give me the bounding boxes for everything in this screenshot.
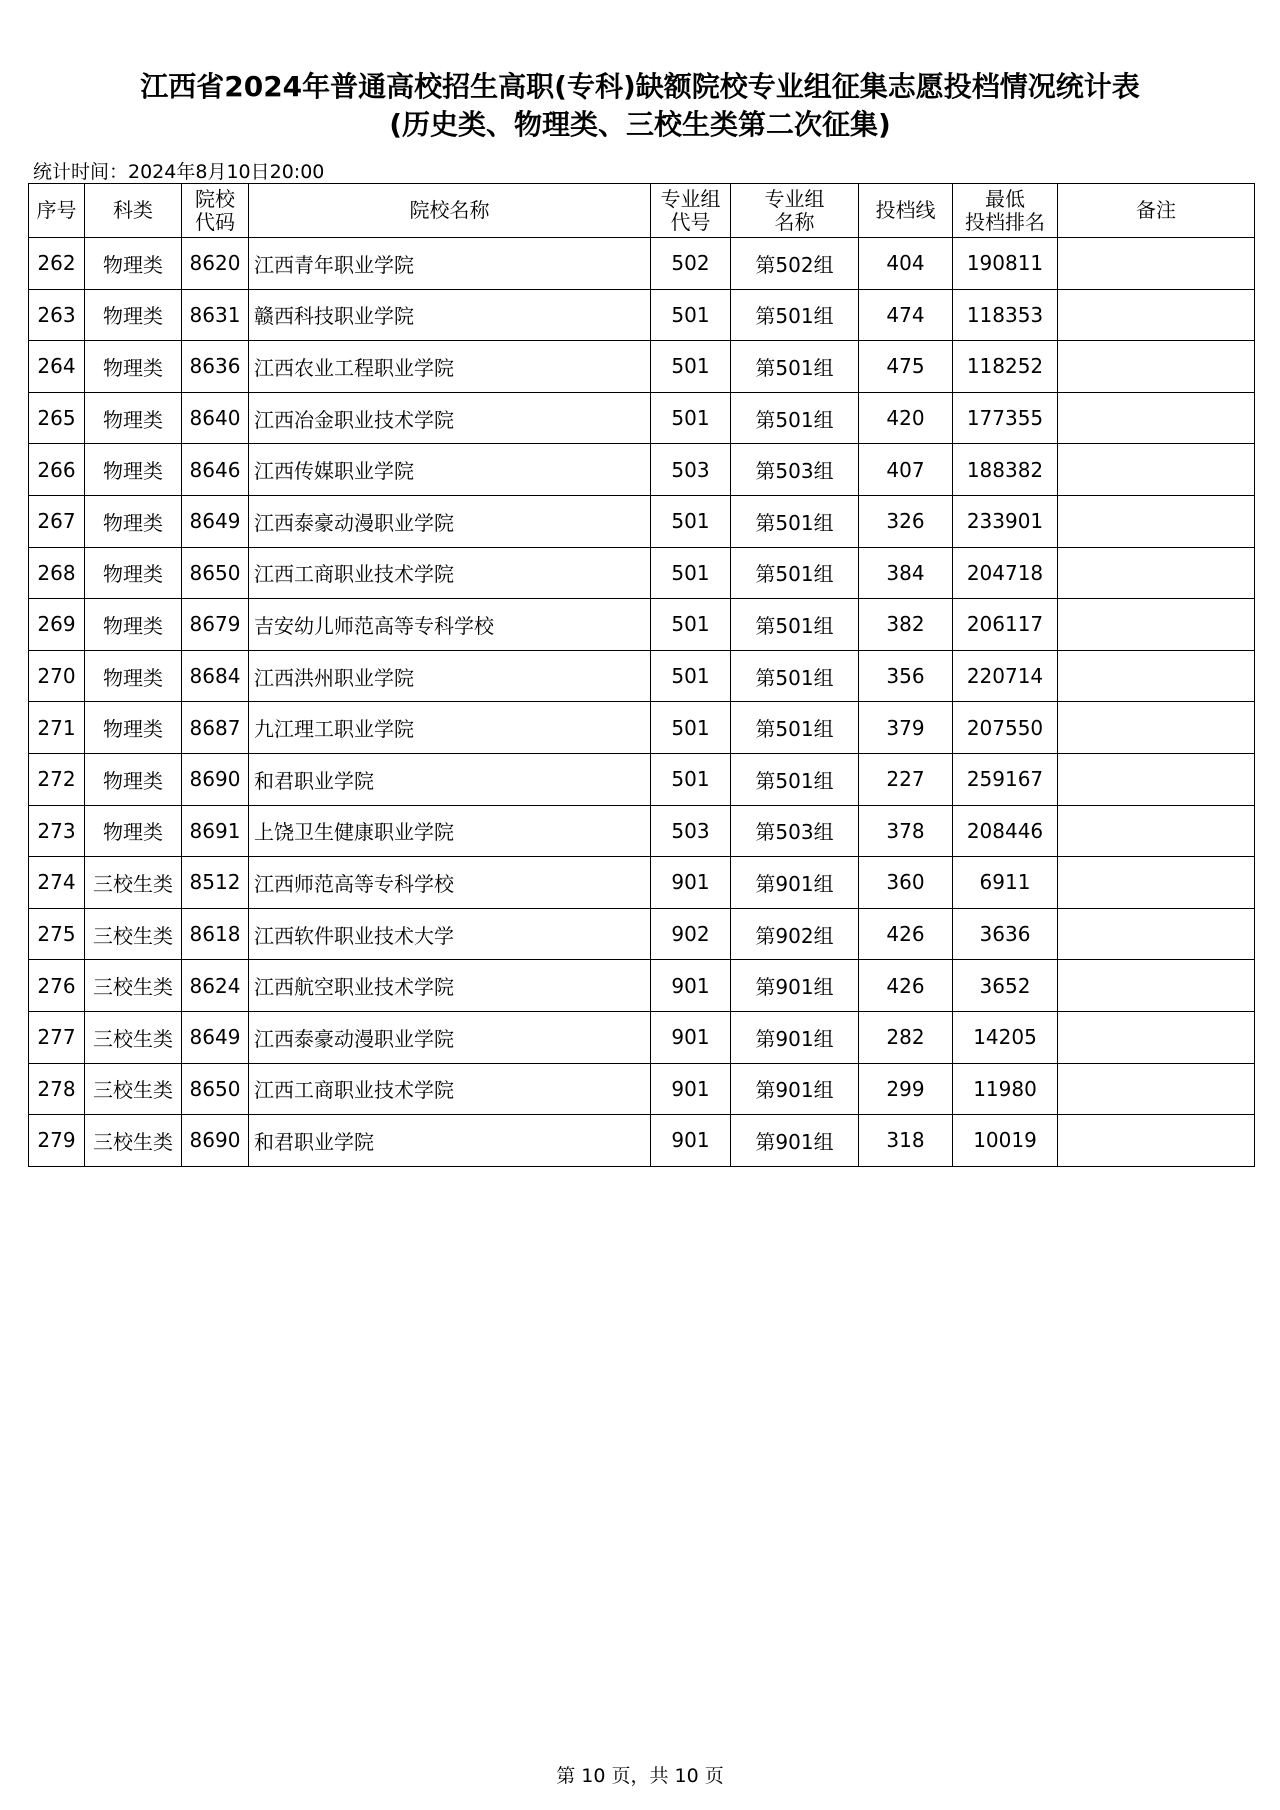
cell-score-line: 426: [859, 960, 953, 1012]
cell-seq: 262: [29, 238, 85, 290]
cell-school-code: 8512: [182, 857, 249, 909]
cell-remark: [1058, 753, 1255, 805]
cell-seq: 275: [29, 908, 85, 960]
table-row: [29, 753, 1255, 805]
cell-category: 物理类: [85, 599, 182, 651]
cell-group-code: 501: [651, 547, 731, 599]
header-school-code: 院校 代码: [182, 184, 249, 238]
cell-remark: [1058, 341, 1255, 393]
cell-category: 物理类: [85, 753, 182, 805]
cell-seq: 266: [29, 444, 85, 496]
cell-school-name: 江西传媒职业学院: [249, 444, 651, 496]
cell-group-name: 第501组: [731, 495, 859, 547]
cell-group-code: 501: [651, 392, 731, 444]
cell-score-line: 227: [859, 753, 953, 805]
cell-group-name: 第502组: [731, 238, 859, 290]
cell-seq: 268: [29, 547, 85, 599]
cell-school-code: 8631: [182, 289, 249, 341]
document-subtitle: (历史类、物理类、三校生类第二次征集): [389, 108, 891, 141]
table-row: [29, 650, 1255, 702]
cell-school-code: 8650: [182, 1063, 249, 1115]
cell-score-line: 299: [859, 1063, 953, 1115]
cell-group-code: 901: [651, 857, 731, 909]
cell-category: 三校生类: [85, 1115, 182, 1167]
cell-group-name: 第902组: [731, 908, 859, 960]
cell-school-code: 8691: [182, 805, 249, 857]
cell-category: 物理类: [85, 702, 182, 754]
cell-min-rank: 14205: [953, 1011, 1058, 1063]
table-row: [29, 392, 1255, 444]
cell-school-name: 和君职业学院: [249, 753, 651, 805]
cell-category: 三校生类: [85, 1011, 182, 1063]
cell-seq: 270: [29, 650, 85, 702]
cell-school-code: 8624: [182, 960, 249, 1012]
cell-group-code: 503: [651, 444, 731, 496]
table-row: [29, 289, 1255, 341]
cell-school-name: 吉安幼儿师范高等专科学校: [249, 599, 651, 651]
cell-category: 三校生类: [85, 960, 182, 1012]
cell-seq: 277: [29, 1011, 85, 1063]
cell-group-name: 第901组: [731, 1011, 859, 1063]
cell-score-line: 407: [859, 444, 953, 496]
cell-score-line: 382: [859, 599, 953, 651]
cell-school-name: 江西农业工程职业学院: [249, 341, 651, 393]
cell-school-code: 8679: [182, 599, 249, 651]
cell-group-code: 901: [651, 960, 731, 1012]
cell-school-code: 8687: [182, 702, 249, 754]
table-row: [29, 238, 1255, 290]
cell-group-name: 第501组: [731, 599, 859, 651]
cell-group-code: 901: [651, 1011, 731, 1063]
cell-remark: [1058, 238, 1255, 290]
cell-group-name: 第501组: [731, 547, 859, 599]
cell-score-line: 379: [859, 702, 953, 754]
cell-category: 物理类: [85, 495, 182, 547]
cell-min-rank: 118353: [953, 289, 1058, 341]
cell-seq: 267: [29, 495, 85, 547]
cell-group-code: 501: [651, 650, 731, 702]
cell-school-name: 江西青年职业学院: [249, 238, 651, 290]
cell-group-name: 第901组: [731, 857, 859, 909]
cell-seq: 276: [29, 960, 85, 1012]
cell-seq: 263: [29, 289, 85, 341]
cell-remark: [1058, 289, 1255, 341]
cell-score-line: 426: [859, 908, 953, 960]
cell-group-name: 第501组: [731, 753, 859, 805]
statistics-time: 统计时间：2024年8月10日20:00: [33, 161, 325, 183]
table-row: [29, 547, 1255, 599]
cell-group-code: 501: [651, 599, 731, 651]
admission-table: [28, 183, 1255, 1167]
cell-seq: 264: [29, 341, 85, 393]
cell-remark: [1058, 1011, 1255, 1063]
cell-category: 物理类: [85, 341, 182, 393]
cell-category: 三校生类: [85, 857, 182, 909]
cell-school-name: 赣西科技职业学院: [249, 289, 651, 341]
cell-group-code: 902: [651, 908, 731, 960]
table-row: [29, 908, 1255, 960]
cell-group-code: 501: [651, 289, 731, 341]
cell-remark: [1058, 960, 1255, 1012]
cell-school-name: 江西工商职业技术学院: [249, 547, 651, 599]
cell-min-rank: 259167: [953, 753, 1058, 805]
cell-group-name: 第901组: [731, 960, 859, 1012]
cell-school-code: 8618: [182, 908, 249, 960]
cell-school-name: 江西泰豪动漫职业学院: [249, 1011, 651, 1063]
cell-school-name: 上饶卫生健康职业学院: [249, 805, 651, 857]
cell-score-line: 326: [859, 495, 953, 547]
table-row: [29, 1115, 1255, 1167]
cell-min-rank: 177355: [953, 392, 1058, 444]
cell-min-rank: 204718: [953, 547, 1058, 599]
table-row: [29, 1063, 1255, 1115]
cell-score-line: 356: [859, 650, 953, 702]
cell-category: 物理类: [85, 392, 182, 444]
table-row: [29, 857, 1255, 909]
cell-group-code: 901: [651, 1063, 731, 1115]
header-group-name: 专业组 名称: [731, 184, 859, 238]
table-row: [29, 702, 1255, 754]
table-row: [29, 960, 1255, 1012]
cell-remark: [1058, 908, 1255, 960]
cell-school-name: 和君职业学院: [249, 1115, 651, 1167]
cell-score-line: 404: [859, 238, 953, 290]
table-header-row: [29, 184, 1255, 238]
cell-school-code: 8646: [182, 444, 249, 496]
table-row: [29, 444, 1255, 496]
cell-school-code: 8649: [182, 1011, 249, 1063]
cell-category: 物理类: [85, 444, 182, 496]
table-row: [29, 599, 1255, 651]
cell-remark: [1058, 599, 1255, 651]
cell-school-name: 江西航空职业技术学院: [249, 960, 651, 1012]
cell-school-code: 8636: [182, 341, 249, 393]
cell-min-rank: 3652: [953, 960, 1058, 1012]
cell-remark: [1058, 805, 1255, 857]
header-score-line: 投档线: [859, 184, 953, 238]
cell-school-code: 8684: [182, 650, 249, 702]
cell-score-line: 384: [859, 547, 953, 599]
cell-group-name: 第501组: [731, 341, 859, 393]
cell-group-name: 第503组: [731, 444, 859, 496]
table-row: [29, 1011, 1255, 1063]
cell-score-line: 378: [859, 805, 953, 857]
cell-remark: [1058, 392, 1255, 444]
cell-score-line: 475: [859, 341, 953, 393]
cell-group-name: 第501组: [731, 702, 859, 754]
cell-seq: 273: [29, 805, 85, 857]
header-seq: 序号: [29, 184, 85, 238]
cell-remark: [1058, 702, 1255, 754]
cell-seq: 274: [29, 857, 85, 909]
cell-score-line: 420: [859, 392, 953, 444]
cell-category: 三校生类: [85, 908, 182, 960]
cell-group-code: 501: [651, 341, 731, 393]
cell-group-code: 501: [651, 702, 731, 754]
cell-remark: [1058, 444, 1255, 496]
cell-school-name: 江西师范高等专科学校: [249, 857, 651, 909]
document-title: 江西省2024年普通高校招生高职(专科)缺额院校专业组征集志愿投档情况统计表: [140, 70, 1140, 103]
cell-remark: [1058, 547, 1255, 599]
cell-school-name: 九江理工职业学院: [249, 702, 651, 754]
cell-min-rank: 118252: [953, 341, 1058, 393]
cell-min-rank: 190811: [953, 238, 1058, 290]
header-category: 科类: [85, 184, 182, 238]
table-row: [29, 341, 1255, 393]
table-row: [29, 495, 1255, 547]
table-row: [29, 805, 1255, 857]
cell-group-name: 第501组: [731, 289, 859, 341]
cell-min-rank: 207550: [953, 702, 1058, 754]
cell-group-name: 第901组: [731, 1115, 859, 1167]
cell-school-name: 江西洪州职业学院: [249, 650, 651, 702]
cell-seq: 272: [29, 753, 85, 805]
cell-seq: 269: [29, 599, 85, 651]
cell-group-code: 503: [651, 805, 731, 857]
cell-remark: [1058, 495, 1255, 547]
cell-school-code: 8620: [182, 238, 249, 290]
cell-min-rank: 208446: [953, 805, 1058, 857]
cell-group-code: 501: [651, 495, 731, 547]
cell-remark: [1058, 650, 1255, 702]
cell-min-rank: 233901: [953, 495, 1058, 547]
cell-category: 物理类: [85, 805, 182, 857]
cell-school-name: 江西冶金职业技术学院: [249, 392, 651, 444]
cell-category: 物理类: [85, 289, 182, 341]
cell-school-code: 8650: [182, 547, 249, 599]
cell-remark: [1058, 857, 1255, 909]
cell-remark: [1058, 1115, 1255, 1167]
cell-school-code: 8640: [182, 392, 249, 444]
cell-score-line: 282: [859, 1011, 953, 1063]
cell-min-rank: 220714: [953, 650, 1058, 702]
cell-school-code: 8690: [182, 753, 249, 805]
cell-min-rank: 11980: [953, 1063, 1058, 1115]
header-remark: 备注: [1058, 184, 1255, 238]
page-footer: 第 10 页，共 10 页: [556, 1765, 724, 1787]
cell-school-code: 8649: [182, 495, 249, 547]
header-group-code: 专业组 代号: [651, 184, 731, 238]
cell-school-name: 江西工商职业技术学院: [249, 1063, 651, 1115]
cell-seq: 279: [29, 1115, 85, 1167]
cell-group-name: 第501组: [731, 392, 859, 444]
cell-school-name: 江西软件职业技术大学: [249, 908, 651, 960]
cell-score-line: 318: [859, 1115, 953, 1167]
cell-category: 三校生类: [85, 1063, 182, 1115]
cell-score-line: 474: [859, 289, 953, 341]
cell-min-rank: 10019: [953, 1115, 1058, 1167]
cell-group-code: 502: [651, 238, 731, 290]
cell-min-rank: 188382: [953, 444, 1058, 496]
header-school-name: 院校名称: [249, 184, 651, 238]
header-min-rank: 最低 投档排名: [953, 184, 1058, 238]
cell-seq: 278: [29, 1063, 85, 1115]
cell-min-rank: 206117: [953, 599, 1058, 651]
cell-category: 物理类: [85, 238, 182, 290]
cell-remark: [1058, 1063, 1255, 1115]
cell-group-name: 第503组: [731, 805, 859, 857]
cell-score-line: 360: [859, 857, 953, 909]
cell-category: 物理类: [85, 547, 182, 599]
cell-min-rank: 6911: [953, 857, 1058, 909]
cell-group-name: 第901组: [731, 1063, 859, 1115]
cell-category: 物理类: [85, 650, 182, 702]
cell-seq: 271: [29, 702, 85, 754]
cell-group-name: 第501组: [731, 650, 859, 702]
cell-school-code: 8690: [182, 1115, 249, 1167]
cell-seq: 265: [29, 392, 85, 444]
cell-min-rank: 3636: [953, 908, 1058, 960]
cell-school-name: 江西泰豪动漫职业学院: [249, 495, 651, 547]
cell-group-code: 501: [651, 753, 731, 805]
cell-group-code: 901: [651, 1115, 731, 1167]
